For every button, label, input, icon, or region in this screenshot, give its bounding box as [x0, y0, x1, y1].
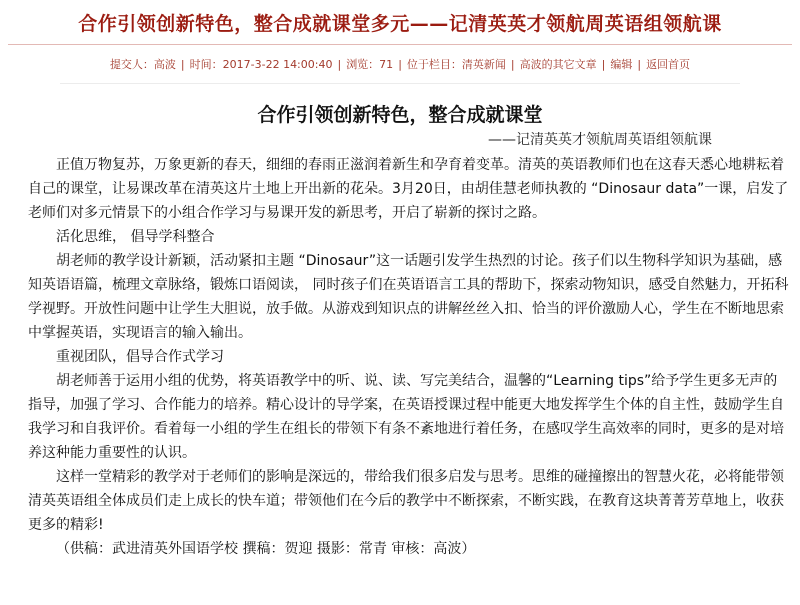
- meta-submitter: 提交人：高波: [109, 58, 176, 71]
- article-paragraph: 正值万物复苏，万象更新的春天，细细的春雨正滋润着新生和孕育着变革。清英的英语教师们也在这春天悉心地耕耘着自己的课堂，让易课改革在清英这片土地上开出新的花朵。3月20日，由胡佳慧老师执教的 “Dinosaur data”一课，启发了老师们对多元情景下的小组合作学习与易课开发的新思考，开启了崭新的探讨之路。: [28, 157, 789, 221]
- other-articles-link[interactable]: 高波的其它文章: [519, 58, 597, 71]
- article-paragraph: 胡老师的教学设计新颖，活动紧扣主题 “Dinosaur”这一话题引发学生热烈的讨论。孩子们以生物科学知识为基础，感知英语语篇，梳理文章脉络，锻炼口语阅读， 同时孩子们在英语语言工具的帮助下，探索动物知识，感受自然魅力，开拓科学视野。开放性问题中让学生大胆说，放手做。从游戏到知识点的讲解丝丝入扣、恰当的评价激励人心，学生在不断地思索中掌握英语，实现语言的输入输出。: [28, 253, 789, 341]
- meta-category-link[interactable]: 位于栏目：清英新闻: [406, 58, 506, 71]
- meta-time: 时间：2017-3-22 14:00:40: [189, 58, 333, 71]
- meta-separator: |: [337, 57, 342, 71]
- article-subtitle: ——记清英英才领航周英语组领航课: [488, 132, 712, 148]
- article-title: 合作引领创新特色，整合成就课堂: [257, 104, 543, 126]
- article-paragraph: 这样一堂精彩的教学对于老师们的影响是深远的，带给我们很多启发与思考。思维的碰撞擦出的智慧火花，必将能带领清英英语组全体成员们走上成长的快车道；带领他们在今后的教学中不断探索，不断实践，在教育这块菁菁芳草地上，收获更多的精彩!: [28, 469, 784, 533]
- article-paragraph: 胡老师善于运用小组的优势，将英语教学中的听、说、读、写完美结合，温馨的“Learning tips”给予学生更多无声的指导，加强了学习、合作能力的培养。精心设计的导学案，在英语授课过程中能更大地发挥学生个体的自主性，鼓励学生自我学习和自我评价。看着每一小组的学生在组长的带领下有条不紊地进行着任务，在感叹学生高效率的同时，更多的是对培养这种能力重要性的认识。: [28, 373, 784, 461]
- meta-divider: [60, 83, 740, 84]
- page-header-title: 合作引领创新特色，整合成就课堂多元——记清英英才领航周英语组领航课: [78, 12, 722, 35]
- edit-link[interactable]: 编辑: [610, 58, 633, 71]
- meta-separator: |: [398, 57, 402, 71]
- article-credits: （供稿：武进清英外国语学校 撰稿：贺迎 摄影：常青 审核：高波）: [56, 541, 476, 557]
- back-home-link[interactable]: 返回首页: [646, 58, 691, 71]
- meta-separator: |: [601, 57, 606, 71]
- article-body: [0, 153, 800, 561]
- meta-separator: |: [637, 57, 642, 71]
- section-heading: 重视团队，倡导合作式学习: [56, 349, 224, 365]
- meta-separator: |: [180, 57, 185, 71]
- meta-views: 浏览：71: [346, 58, 394, 71]
- section-heading: 活化思维， 倡导学科整合: [56, 229, 215, 245]
- meta-separator: |: [510, 57, 515, 71]
- article-meta-bar: [0, 45, 800, 83]
